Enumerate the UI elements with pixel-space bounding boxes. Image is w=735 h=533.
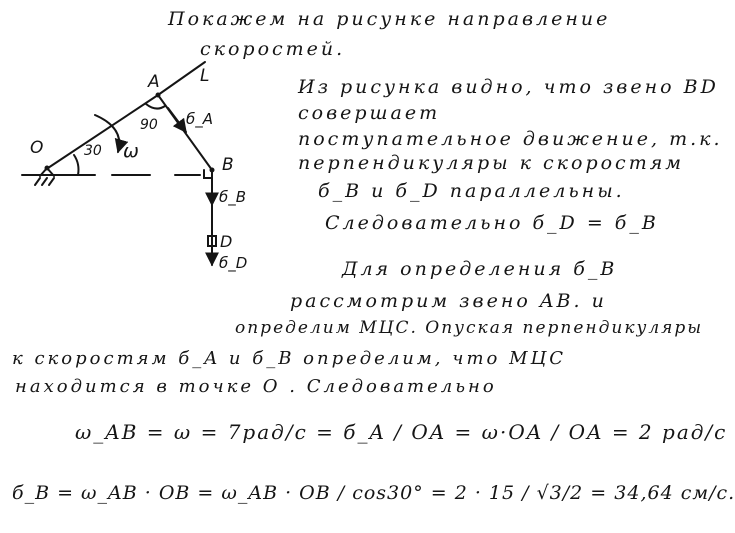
- label-A: A: [148, 72, 160, 92]
- joint-B: [210, 168, 215, 173]
- velocity-vA-arrow: [168, 108, 186, 132]
- label-omega: ω: [123, 140, 139, 162]
- body-line-2: рассмотрим звено AB. и: [290, 290, 607, 312]
- right-text-line-3: поступательное движение, т.к.: [298, 128, 723, 150]
- joint-A: [156, 93, 161, 98]
- body-line-4: к скоростям б_A и б_B определим, что МЦС: [12, 348, 566, 369]
- label-vD: б_D: [219, 254, 248, 272]
- right-text-line-6: Следовательно б_D = б_B: [325, 212, 659, 234]
- body-line-3: определим МЦС. Опуская перпендикуляры: [235, 318, 704, 338]
- ground-hatch: [42, 178, 47, 185]
- right-text-line-2: совершает: [298, 102, 441, 124]
- angle-arc-90: [146, 104, 165, 109]
- formula-vB: б_B = ω_AB · OB = ω_AB · OB / cos30° = 2 · 15 / √3/2 = 34,64 см/с.: [12, 482, 735, 504]
- ground-hatch: [35, 178, 40, 185]
- link-extension-L: [158, 62, 205, 95]
- label-D: D: [220, 232, 233, 251]
- label-O: O: [30, 138, 44, 158]
- label-angle-30: 30: [84, 143, 102, 159]
- link-AB: [158, 95, 212, 170]
- label-vA: б_A: [186, 110, 214, 128]
- body-line-1: Для определения б_B: [342, 258, 618, 280]
- angle-arc-30: [74, 155, 79, 175]
- right-text-line-1: Из рисунка видно, что звено BD: [298, 76, 719, 98]
- right-text-line-4: перпендикуляры к скоростям: [298, 152, 685, 174]
- joint-O: [45, 166, 50, 171]
- label-B: B: [222, 155, 234, 175]
- formula-omega: ω_AB = ω = 7рад/с = б_A / OA = ω·OA / OA = 2 рад/с: [75, 420, 728, 444]
- right-text-line-5: б_B и б_D параллельны.: [318, 180, 625, 202]
- body-line-5: находится в точке O . Следовательно: [15, 376, 497, 397]
- label-vB: б_B: [219, 188, 247, 206]
- label-angle-90: 90: [140, 117, 158, 133]
- label-L: L: [200, 66, 210, 86]
- header-line-1: Покажем на рисунке направление: [168, 8, 611, 30]
- header-line-2: скоростей.: [200, 38, 346, 60]
- ground-hatch: [49, 178, 54, 185]
